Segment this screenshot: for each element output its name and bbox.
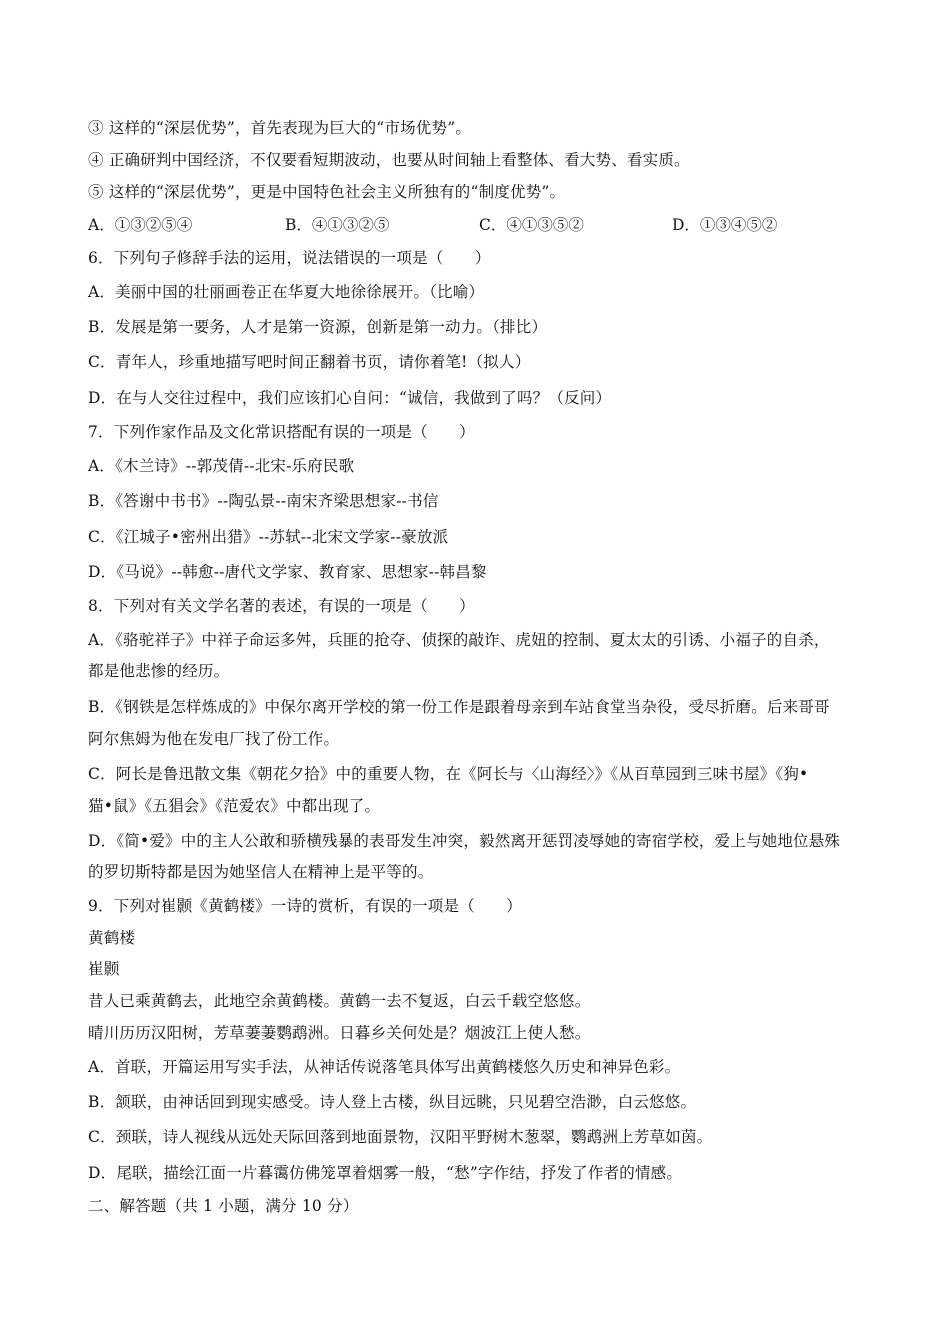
- q6-option-b: B．发展是第一要务，人才是第一资源，创新是第一动力。（排比）: [88, 318, 548, 336]
- q7-option-d: D．《马说》--韩愈--唐代文学家、教育家、思想家--韩昌黎: [88, 563, 487, 581]
- q8-option-b-line1: B．《钢铁是怎样炼成的》中保尔离开学校的第一份工作是跟着母亲到车站食堂当杂役，受尽折磨。后来哥哥: [88, 698, 830, 716]
- q8-option-c-line1: C．阿长是鲁迅散文集《朝花夕拾》中的重要人物，在《阿长与〈山海经〉》《从百草园到三味书屋》《狗•: [88, 765, 809, 783]
- statement-4: ④ 正确研判中国经济，不仅要看短期波动，也要从时间轴上看整体、看大势、看实质。: [88, 151, 690, 169]
- statement-5: ⑤ 这样的“深层优势”，更是中国特色社会主义所独有的“制度优势”。: [88, 183, 566, 201]
- q7-option-b: B．《答谢中书书》--陶弘景--南宋齐梁思想家--书信: [88, 492, 439, 510]
- q9-stem: 9．下列对崔颢《黄鹤楼》一诗的赏析，有误的一项是（ ）: [88, 897, 522, 915]
- q8-option-d-line2: 的罗切斯特都是因为她坚信人在精神上是平等的。: [88, 863, 434, 881]
- q6-option-c: C．青年人，珍重地描写吧时间正翻着书页，请你着笔!（拟人）: [88, 353, 531, 371]
- poem-line-1: 昔人已乘黄鹤去，此地空余黄鹤楼。黄鹤一去不复返，白云千载空悠悠。: [88, 992, 591, 1010]
- q5-option-d: D．①③④⑤②: [672, 216, 778, 234]
- q8-stem: 8．下列对有关文学名著的表述，有误的一项是（ ）: [88, 597, 475, 615]
- poem-line-2: 晴川历历汉阳树，芳草萋萋鹦鹉洲。日暮乡关何处是？烟波江上使人愁。: [88, 1024, 591, 1042]
- q7-option-a: A．《木兰诗》--郭茂倩--北宋-乐府民歌: [88, 457, 355, 475]
- q6-option-a: A．美丽中国的壮丽画卷正在华夏大地徐徐展开。（比喻）: [88, 283, 485, 301]
- statement-3: ③ 这样的“深层优势”，首先表现为巨大的“市场优势”。: [88, 119, 472, 137]
- q6-stem: 6．下列句子修辞手法的运用，说法错误的一项是（ ）: [88, 249, 491, 267]
- q8-option-b-line2: 阿尔焦姆为他在发电厂找了份工作。: [88, 730, 340, 748]
- poem-title: 黄鹤楼: [88, 929, 136, 947]
- section-2-heading: 二、解答题（共 1 小题，满分 10 分）: [88, 1197, 359, 1215]
- q5-option-a: A．①③②⑤④: [88, 216, 193, 234]
- q9-option-a: A．首联，开篇运用写实手法，从神话传说落笔具体写出黄鹤楼悠久历史和神异色彩。: [88, 1058, 681, 1076]
- q8-option-d-line1: D．《简•爱》中的主人公敢和骄横残暴的表哥发生冲突，毅然离开惩罚凌辱她的寄宿学校，爱上与她地位悬殊: [88, 832, 841, 850]
- q8-option-a-line2: 都是他悲惨的经历。: [88, 662, 230, 680]
- q9-option-b: B．颔联，由神话回到现实感受。诗人登上古楼，纵目远眺，只见碧空浩渺，白云悠悠。: [88, 1093, 697, 1111]
- q5-option-b: B．④①③②⑤: [285, 216, 390, 234]
- q9-option-c: C．颈联，诗人视线从远处天际回落到地面景物，汉阳平野树木葱翠，鹦鹉洲上芳草如茵。: [88, 1128, 713, 1146]
- poem-author: 崔颢: [88, 960, 120, 978]
- q8-option-a-line1: A．《骆驼祥子》中祥子命运多舛，兵匪的抢夺、侦探的敲诈、虎妞的控制、夏太太的引诱、小福子的自杀，: [88, 631, 830, 649]
- q9-option-d: D．尾联，描绘江面一片暮霭仿佛笼罩着烟雾一般，“愁”字作结，抒发了作者的情感。: [88, 1164, 683, 1182]
- q5-option-c: C．④①③⑤②: [479, 216, 584, 234]
- q7-option-c: C．《江城子•密州出猎》--苏轼--北宋文学家--豪放派: [88, 528, 449, 546]
- q7-stem: 7．下列作家作品及文化常识搭配有误的一项是（ ）: [88, 423, 475, 441]
- q8-option-c-line2: 猫•鼠》《五猖会》《范爱农》中都出现了。: [88, 797, 381, 815]
- q6-option-d: D．在与人交往过程中，我们应该扪心自问：“诚信，我做到了吗？（反问）: [88, 389, 612, 407]
